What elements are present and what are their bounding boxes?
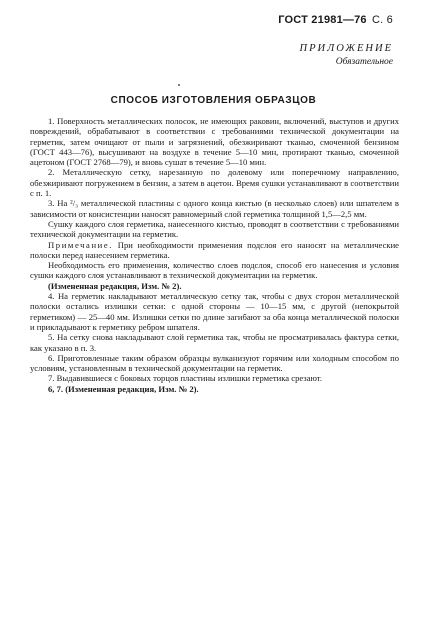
paragraph-7: 7. Выдавившиеся с боковых торцов пластины излишки герметика срезают. [48, 373, 323, 384]
paragraph-5: 5. На сетку снова накладывают слой герметика так, чтобы не просматривалась фактура сетки, как указано в п. 3. [30, 332, 399, 353]
appendix-subtitle: Обязательное [335, 57, 393, 67]
note-text: При необходимости применения подслоя его наносят на металлические полоски перед нанесением герметика. [30, 239, 399, 260]
page-header [278, 14, 393, 26]
revision-note-2: 6, 7. (Измененная редакция, Изм. № 2). [48, 383, 199, 394]
paragraph-1: 1. Поверхность металлических полосок, не имеющих раковин, включений, выступов и других повреждений, обрабатывают в соответствии с требованиями технической документации на герметик, затем очищают от пыли и загрязнений, обезжиривают тканью, смоченной бензином (ГОСТ 443—76), высушивают на воздухе в течение 5—10 мин, протирают тканью, смоченной ацетоном (ГОСТ 2768—79), и вновь сушат в течение 5—10 мин. [30, 116, 399, 168]
paragraph-2: 2. Металлическую сетку, нарезанную по долевому или поперечному направлению, обезжиривают погружением в бензин, а затем в ацетон. Время сушки устанавливают в соответствии с п. 1. [30, 167, 399, 199]
print-speck [178, 84, 180, 86]
paragraph-6: 6. Приготовленные таким образом образцы вулканизуют горячим или холодным способом по условиям, установленным в технической документации на герметик. [30, 352, 399, 374]
paragraph-3: 3. На ²/₃ металлической пластины с одного конца кистью (в несколько слоев) или шпателем в зависимости от консистенции наносят равномерный слой герметика толщиной 1,5—2,5 мм. [30, 198, 399, 219]
paragraph-primer: Необходимость его применения, количество слоев подслоя, способ его нанесения и условия сушки каждого слоя устанавливают в технической документации на герметик. [30, 260, 399, 281]
appendix-title: ПРИЛОЖЕНИЕ [299, 43, 393, 54]
revision-note-1: (Измененная редакция, Изм. № 2). [48, 280, 182, 291]
section-title: СПОСОБ ИЗГОТОВЛЕНИЯ ОБРАЗЦОВ [110, 95, 317, 106]
standard-number: ГОСТ 21981—76 [278, 14, 367, 26]
paragraph-drying: Сушку каждого слоя герметика, нанесенного кистью, проводят в соответствии с требованиями технической документации на герметик. [30, 218, 399, 240]
document-body [30, 116, 399, 394]
note-paragraph [30, 240, 399, 261]
paragraph-4: 4. На герметик накладывают металлическую сетку так, чтобы с двух сторон металлической полоски остались излишки сетки: с одной стороны — 10—15 мм, с другой (непокрытой герметиком) — 25—40 мм. Излишки сетки по длине загибают за оба конца металлической полоски и прикладывают к герметику ребром шпателя. [30, 291, 399, 332]
note-label: Примечание. [48, 239, 114, 250]
page-number: С. 6 [372, 14, 393, 26]
